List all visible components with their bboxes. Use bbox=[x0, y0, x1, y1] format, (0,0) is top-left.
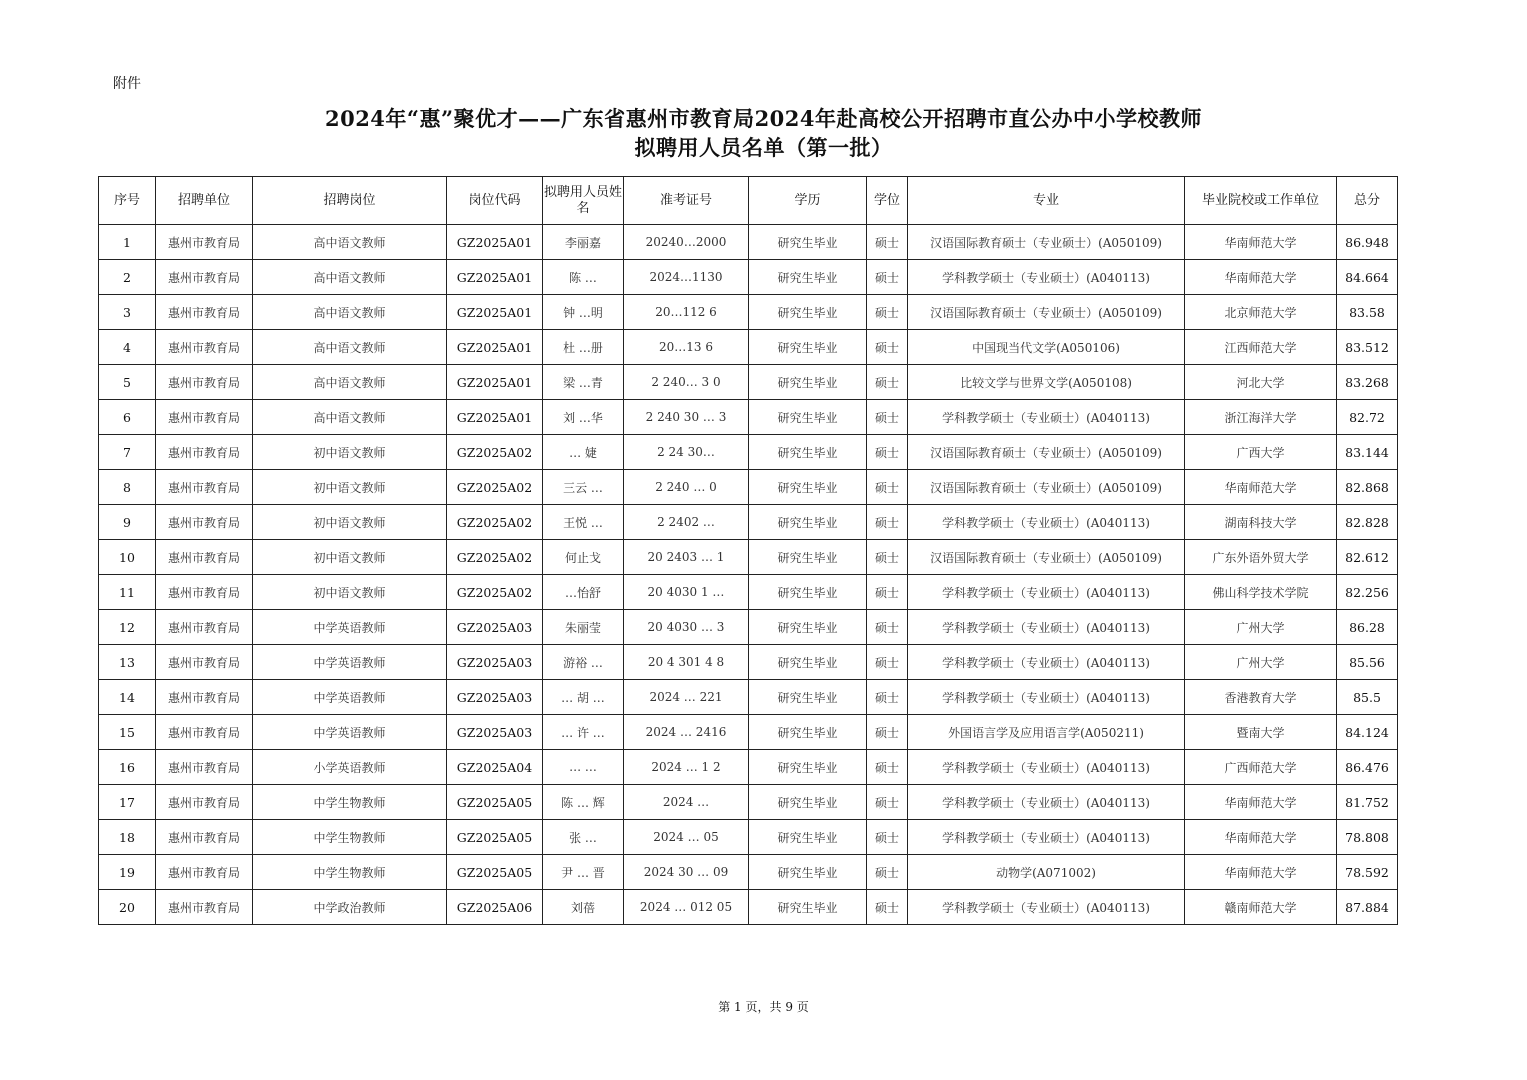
cell-school: 江西师范大学 bbox=[1185, 330, 1337, 365]
cell-degree: 硕士 bbox=[867, 470, 908, 505]
cell-name: 陈 … 辉 bbox=[543, 785, 624, 820]
cell-no: 4 bbox=[99, 330, 156, 365]
col-header-unit: 招聘单位 bbox=[156, 177, 253, 225]
cell-major: 中国现当代文学(A050106) bbox=[908, 330, 1185, 365]
cell-post: 小学英语教师 bbox=[253, 750, 447, 785]
cell-edu: 研究生毕业 bbox=[749, 470, 867, 505]
table-row bbox=[99, 680, 1398, 715]
cell-degree: 硕士 bbox=[867, 610, 908, 645]
cell-school: 赣南师范大学 bbox=[1185, 890, 1337, 925]
cell-exam: 2024 … 1 2 bbox=[624, 750, 749, 785]
table-row bbox=[99, 750, 1398, 785]
cell-school: 华南师范大学 bbox=[1185, 470, 1337, 505]
cell-edu: 研究生毕业 bbox=[749, 680, 867, 715]
cell-major: 学科教学硕士（专业硕士）(A040113) bbox=[908, 505, 1185, 540]
cell-unit: 惠州市教育局 bbox=[156, 645, 253, 680]
cell-major: 学科教学硕士（专业硕士）(A040113) bbox=[908, 820, 1185, 855]
cell-code: GZ2025A02 bbox=[447, 470, 543, 505]
cell-edu: 研究生毕业 bbox=[749, 260, 867, 295]
col-header-major: 专业 bbox=[908, 177, 1185, 225]
table-row bbox=[99, 855, 1398, 890]
cell-exam: 2024…1130 bbox=[624, 260, 749, 295]
cell-unit: 惠州市教育局 bbox=[156, 470, 253, 505]
cell-school: 湖南科技大学 bbox=[1185, 505, 1337, 540]
cell-no: 6 bbox=[99, 400, 156, 435]
cell-degree: 硕士 bbox=[867, 400, 908, 435]
cell-name: 杜 …册 bbox=[543, 330, 624, 365]
cell-code: GZ2025A05 bbox=[447, 820, 543, 855]
cell-no: 8 bbox=[99, 470, 156, 505]
cell-post: 初中语文教师 bbox=[253, 540, 447, 575]
col-header-degree: 学位 bbox=[867, 177, 908, 225]
cell-exam: 20 4030 1 … bbox=[624, 575, 749, 610]
cell-edu: 研究生毕业 bbox=[749, 435, 867, 470]
cell-name: 何止戈 bbox=[543, 540, 624, 575]
cell-edu: 研究生毕业 bbox=[749, 400, 867, 435]
cell-score: 82.256 bbox=[1337, 575, 1398, 610]
cell-name: … 婕 bbox=[543, 435, 624, 470]
page-footer: 第 1 页，共 9 页 bbox=[718, 1000, 809, 1014]
cell-score: 82.72 bbox=[1337, 400, 1398, 435]
cell-unit: 惠州市教育局 bbox=[156, 785, 253, 820]
cell-unit: 惠州市教育局 bbox=[156, 295, 253, 330]
cell-major: 学科教学硕士（专业硕士）(A040113) bbox=[908, 680, 1185, 715]
cell-name: 三云 … bbox=[543, 470, 624, 505]
cell-exam: 2 24 30… bbox=[624, 435, 749, 470]
cell-unit: 惠州市教育局 bbox=[156, 820, 253, 855]
cell-school: 香港教育大学 bbox=[1185, 680, 1337, 715]
cell-name: … 许 … bbox=[543, 715, 624, 750]
cell-code: GZ2025A01 bbox=[447, 295, 543, 330]
cell-code: GZ2025A05 bbox=[447, 785, 543, 820]
cell-school: 广东外语外贸大学 bbox=[1185, 540, 1337, 575]
cell-degree: 硕士 bbox=[867, 820, 908, 855]
cell-major: 学科教学硕士（专业硕士）(A040113) bbox=[908, 645, 1185, 680]
table-row bbox=[99, 470, 1398, 505]
cell-unit: 惠州市教育局 bbox=[156, 715, 253, 750]
cell-score: 85.56 bbox=[1337, 645, 1398, 680]
cell-score: 84.664 bbox=[1337, 260, 1398, 295]
cell-post: 中学英语教师 bbox=[253, 715, 447, 750]
cell-name: … 胡 … bbox=[543, 680, 624, 715]
cell-major: 学科教学硕士（专业硕士）(A040113) bbox=[908, 400, 1185, 435]
table-body bbox=[99, 225, 1398, 925]
cell-school: 暨南大学 bbox=[1185, 715, 1337, 750]
cell-name: 钟 …明 bbox=[543, 295, 624, 330]
cell-major: 学科教学硕士（专业硕士）(A040113) bbox=[908, 610, 1185, 645]
cell-degree: 硕士 bbox=[867, 505, 908, 540]
cell-unit: 惠州市教育局 bbox=[156, 260, 253, 295]
cell-school: 广州大学 bbox=[1185, 645, 1337, 680]
cell-edu: 研究生毕业 bbox=[749, 855, 867, 890]
cell-score: 83.144 bbox=[1337, 435, 1398, 470]
cell-score: 82.868 bbox=[1337, 470, 1398, 505]
cell-exam: 20 4030 … 3 bbox=[624, 610, 749, 645]
cell-edu: 研究生毕业 bbox=[749, 505, 867, 540]
cell-degree: 硕士 bbox=[867, 680, 908, 715]
cell-exam: 2 240… 3 0 bbox=[624, 365, 749, 400]
cell-major: 汉语国际教育硕士（专业硕士）(A050109) bbox=[908, 435, 1185, 470]
cell-code: GZ2025A04 bbox=[447, 750, 543, 785]
cell-code: GZ2025A01 bbox=[447, 400, 543, 435]
cell-school: 华南师范大学 bbox=[1185, 225, 1337, 260]
cell-name: 刘 …华 bbox=[543, 400, 624, 435]
cell-major: 比较文学与世界文学(A050108) bbox=[908, 365, 1185, 400]
cell-unit: 惠州市教育局 bbox=[156, 225, 253, 260]
cell-exam: 20…13 6 bbox=[624, 330, 749, 365]
cell-school: 河北大学 bbox=[1185, 365, 1337, 400]
cell-school: 华南师范大学 bbox=[1185, 855, 1337, 890]
cell-no: 11 bbox=[99, 575, 156, 610]
cell-unit: 惠州市教育局 bbox=[156, 330, 253, 365]
cell-exam: 2024 … bbox=[624, 785, 749, 820]
cell-edu: 研究生毕业 bbox=[749, 610, 867, 645]
cell-major: 学科教学硕士（专业硕士）(A040113) bbox=[908, 575, 1185, 610]
cell-unit: 惠州市教育局 bbox=[156, 680, 253, 715]
cell-unit: 惠州市教育局 bbox=[156, 435, 253, 470]
cell-unit: 惠州市教育局 bbox=[156, 365, 253, 400]
cell-no: 3 bbox=[99, 295, 156, 330]
cell-post: 高中语文教师 bbox=[253, 400, 447, 435]
cell-name: 李丽嘉 bbox=[543, 225, 624, 260]
cell-degree: 硕士 bbox=[867, 855, 908, 890]
cell-name: 刘蓓 bbox=[543, 890, 624, 925]
cell-degree: 硕士 bbox=[867, 330, 908, 365]
cell-code: GZ2025A02 bbox=[447, 505, 543, 540]
cell-edu: 研究生毕业 bbox=[749, 365, 867, 400]
cell-edu: 研究生毕业 bbox=[749, 785, 867, 820]
cell-exam: 2 240 30 … 3 bbox=[624, 400, 749, 435]
cell-code: GZ2025A02 bbox=[447, 540, 543, 575]
cell-school: 浙江海洋大学 bbox=[1185, 400, 1337, 435]
cell-edu: 研究生毕业 bbox=[749, 225, 867, 260]
cell-no: 5 bbox=[99, 365, 156, 400]
table-row bbox=[99, 715, 1398, 750]
cell-score: 82.612 bbox=[1337, 540, 1398, 575]
cell-no: 20 bbox=[99, 890, 156, 925]
cell-edu: 研究生毕业 bbox=[749, 820, 867, 855]
table-row bbox=[99, 365, 1398, 400]
cell-name: 朱丽莹 bbox=[543, 610, 624, 645]
table-row bbox=[99, 260, 1398, 295]
table-row bbox=[99, 400, 1398, 435]
cell-code: GZ2025A02 bbox=[447, 435, 543, 470]
col-header-edu: 学历 bbox=[749, 177, 867, 225]
cell-major: 汉语国际教育硕士（专业硕士）(A050109) bbox=[908, 295, 1185, 330]
cell-exam: 20 4 301 4 8 bbox=[624, 645, 749, 680]
col-header-code: 岗位代码 bbox=[447, 177, 543, 225]
cell-post: 中学生物教师 bbox=[253, 820, 447, 855]
cell-unit: 惠州市教育局 bbox=[156, 890, 253, 925]
cell-degree: 硕士 bbox=[867, 225, 908, 260]
cell-major: 汉语国际教育硕士（专业硕士）(A050109) bbox=[908, 470, 1185, 505]
cell-degree: 硕士 bbox=[867, 260, 908, 295]
cell-name: 尹 … 晋 bbox=[543, 855, 624, 890]
cell-major: 学科教学硕士（专业硕士）(A040113) bbox=[908, 890, 1185, 925]
cell-exam: 20…112 6 bbox=[624, 295, 749, 330]
cell-unit: 惠州市教育局 bbox=[156, 610, 253, 645]
col-header-no: 序号 bbox=[99, 177, 156, 225]
cell-no: 12 bbox=[99, 610, 156, 645]
cell-score: 86.948 bbox=[1337, 225, 1398, 260]
cell-major: 学科教学硕士（专业硕士）(A040113) bbox=[908, 785, 1185, 820]
cell-school: 佛山科学技术学院 bbox=[1185, 575, 1337, 610]
cell-post: 初中语文教师 bbox=[253, 435, 447, 470]
cell-code: GZ2025A03 bbox=[447, 645, 543, 680]
cell-exam: 2024 … 012 05 bbox=[624, 890, 749, 925]
cell-exam: 2024 30 … 09 bbox=[624, 855, 749, 890]
cell-code: GZ2025A01 bbox=[447, 330, 543, 365]
cell-unit: 惠州市教育局 bbox=[156, 855, 253, 890]
cell-degree: 硕士 bbox=[867, 890, 908, 925]
table-row bbox=[99, 785, 1398, 820]
col-header-score: 总分 bbox=[1337, 177, 1398, 225]
cell-school: 广州大学 bbox=[1185, 610, 1337, 645]
page-subtitle: 拟聘用人员名单（第一批） bbox=[634, 135, 893, 160]
cell-code: GZ2025A01 bbox=[447, 260, 543, 295]
cell-edu: 研究生毕业 bbox=[749, 890, 867, 925]
cell-school: 华南师范大学 bbox=[1185, 785, 1337, 820]
cell-school: 北京师范大学 bbox=[1185, 295, 1337, 330]
table-row bbox=[99, 330, 1398, 365]
table-row bbox=[99, 505, 1398, 540]
cell-post: 初中语文教师 bbox=[253, 470, 447, 505]
cell-code: GZ2025A02 bbox=[447, 575, 543, 610]
cell-edu: 研究生毕业 bbox=[749, 750, 867, 785]
cell-name: 张 … bbox=[543, 820, 624, 855]
page-title: 2024年“惠”聚优才——广东省惠州市教育局2024年赴高校公开招聘市直公办中小学校教师 bbox=[324, 106, 1203, 131]
cell-degree: 硕士 bbox=[867, 750, 908, 785]
table-row bbox=[99, 820, 1398, 855]
cell-degree: 硕士 bbox=[867, 575, 908, 610]
cell-major: 汉语国际教育硕士（专业硕士）(A050109) bbox=[908, 225, 1185, 260]
cell-post: 中学生物教师 bbox=[253, 785, 447, 820]
col-header-exam: 准考证号 bbox=[624, 177, 749, 225]
cell-no: 15 bbox=[99, 715, 156, 750]
cell-exam: 2 240 … 0 bbox=[624, 470, 749, 505]
cell-edu: 研究生毕业 bbox=[749, 645, 867, 680]
cell-degree: 硕士 bbox=[867, 365, 908, 400]
cell-score: 82.828 bbox=[1337, 505, 1398, 540]
cell-score: 81.752 bbox=[1337, 785, 1398, 820]
cell-no: 9 bbox=[99, 505, 156, 540]
cell-no: 2 bbox=[99, 260, 156, 295]
table-row bbox=[99, 295, 1398, 330]
cell-name: …怡舒 bbox=[543, 575, 624, 610]
cell-no: 18 bbox=[99, 820, 156, 855]
cell-unit: 惠州市教育局 bbox=[156, 575, 253, 610]
cell-exam: 2 2402 … bbox=[624, 505, 749, 540]
cell-score: 84.124 bbox=[1337, 715, 1398, 750]
cell-exam: 2024 … 05 bbox=[624, 820, 749, 855]
cell-score: 78.808 bbox=[1337, 820, 1398, 855]
cell-score: 87.884 bbox=[1337, 890, 1398, 925]
cell-code: GZ2025A01 bbox=[447, 225, 543, 260]
cell-no: 14 bbox=[99, 680, 156, 715]
cell-post: 高中语文教师 bbox=[253, 260, 447, 295]
cell-edu: 研究生毕业 bbox=[749, 715, 867, 750]
cell-score: 83.268 bbox=[1337, 365, 1398, 400]
cell-degree: 硕士 bbox=[867, 435, 908, 470]
cell-post: 初中语文教师 bbox=[253, 505, 447, 540]
cell-degree: 硕士 bbox=[867, 540, 908, 575]
table-row bbox=[99, 225, 1398, 260]
cell-unit: 惠州市教育局 bbox=[156, 540, 253, 575]
cell-name: … … bbox=[543, 750, 624, 785]
cell-name: 王悦 … bbox=[543, 505, 624, 540]
cell-post: 高中语文教师 bbox=[253, 365, 447, 400]
cell-post: 高中语文教师 bbox=[253, 330, 447, 365]
cell-post: 高中语文教师 bbox=[253, 295, 447, 330]
cell-edu: 研究生毕业 bbox=[749, 575, 867, 610]
cell-no: 19 bbox=[99, 855, 156, 890]
cell-no: 10 bbox=[99, 540, 156, 575]
cell-school: 华南师范大学 bbox=[1185, 820, 1337, 855]
cell-score: 86.476 bbox=[1337, 750, 1398, 785]
cell-code: GZ2025A01 bbox=[447, 365, 543, 400]
cell-no: 16 bbox=[99, 750, 156, 785]
cell-no: 17 bbox=[99, 785, 156, 820]
table-row bbox=[99, 890, 1398, 925]
table-row bbox=[99, 435, 1398, 470]
table-row bbox=[99, 645, 1398, 680]
cell-major: 汉语国际教育硕士（专业硕士）(A050109) bbox=[908, 540, 1185, 575]
cell-name: 陈 … bbox=[543, 260, 624, 295]
cell-post: 初中语文教师 bbox=[253, 575, 447, 610]
cell-score: 78.592 bbox=[1337, 855, 1398, 890]
cell-post: 高中语文教师 bbox=[253, 225, 447, 260]
cell-no: 13 bbox=[99, 645, 156, 680]
cell-no: 1 bbox=[99, 225, 156, 260]
cell-degree: 硕士 bbox=[867, 645, 908, 680]
cell-exam: 20 2403 … 1 bbox=[624, 540, 749, 575]
cell-unit: 惠州市教育局 bbox=[156, 400, 253, 435]
table-row bbox=[99, 610, 1398, 645]
cell-school: 华南师范大学 bbox=[1185, 260, 1337, 295]
table-row bbox=[99, 540, 1398, 575]
cell-no: 7 bbox=[99, 435, 156, 470]
table-row bbox=[99, 575, 1398, 610]
cell-school: 广西大学 bbox=[1185, 435, 1337, 470]
cell-code: GZ2025A03 bbox=[447, 715, 543, 750]
cell-major: 学科教学硕士（专业硕士）(A040113) bbox=[908, 750, 1185, 785]
cell-edu: 研究生毕业 bbox=[749, 330, 867, 365]
cell-post: 中学英语教师 bbox=[253, 610, 447, 645]
cell-exam: 2024 … 221 bbox=[624, 680, 749, 715]
cell-code: GZ2025A06 bbox=[447, 890, 543, 925]
cell-edu: 研究生毕业 bbox=[749, 295, 867, 330]
cell-post: 中学英语教师 bbox=[253, 645, 447, 680]
cell-degree: 硕士 bbox=[867, 715, 908, 750]
col-header-name: 拟聘用人员姓名 bbox=[543, 177, 624, 225]
cell-unit: 惠州市教育局 bbox=[156, 750, 253, 785]
cell-major: 动物学(A071002) bbox=[908, 855, 1185, 890]
cell-score: 83.512 bbox=[1337, 330, 1398, 365]
cell-post: 中学政治教师 bbox=[253, 890, 447, 925]
cell-school: 广西师范大学 bbox=[1185, 750, 1337, 785]
cell-degree: 硕士 bbox=[867, 785, 908, 820]
cell-unit: 惠州市教育局 bbox=[156, 505, 253, 540]
cell-exam: 20240…2000 bbox=[624, 225, 749, 260]
cell-exam: 2024 … 2416 bbox=[624, 715, 749, 750]
cell-major: 外国语言学及应用语言学(A050211) bbox=[908, 715, 1185, 750]
col-header-school: 毕业院校或工作单位 bbox=[1185, 177, 1337, 225]
cell-degree: 硕士 bbox=[867, 295, 908, 330]
table-header-row bbox=[99, 177, 1398, 225]
attachment-label: 附件 bbox=[113, 76, 141, 92]
col-header-post: 招聘岗位 bbox=[253, 177, 447, 225]
cell-code: GZ2025A05 bbox=[447, 855, 543, 890]
cell-score: 86.28 bbox=[1337, 610, 1398, 645]
cell-score: 85.5 bbox=[1337, 680, 1398, 715]
cell-code: GZ2025A03 bbox=[447, 610, 543, 645]
cell-major: 学科教学硕士（专业硕士）(A040113) bbox=[908, 260, 1185, 295]
candidates-table bbox=[98, 176, 1398, 925]
cell-name: 梁 …青 bbox=[543, 365, 624, 400]
cell-name: 游裕 … bbox=[543, 645, 624, 680]
cell-edu: 研究生毕业 bbox=[749, 540, 867, 575]
cell-post: 中学英语教师 bbox=[253, 680, 447, 715]
cell-post: 中学生物教师 bbox=[253, 855, 447, 890]
cell-code: GZ2025A03 bbox=[447, 680, 543, 715]
cell-score: 83.58 bbox=[1337, 295, 1398, 330]
